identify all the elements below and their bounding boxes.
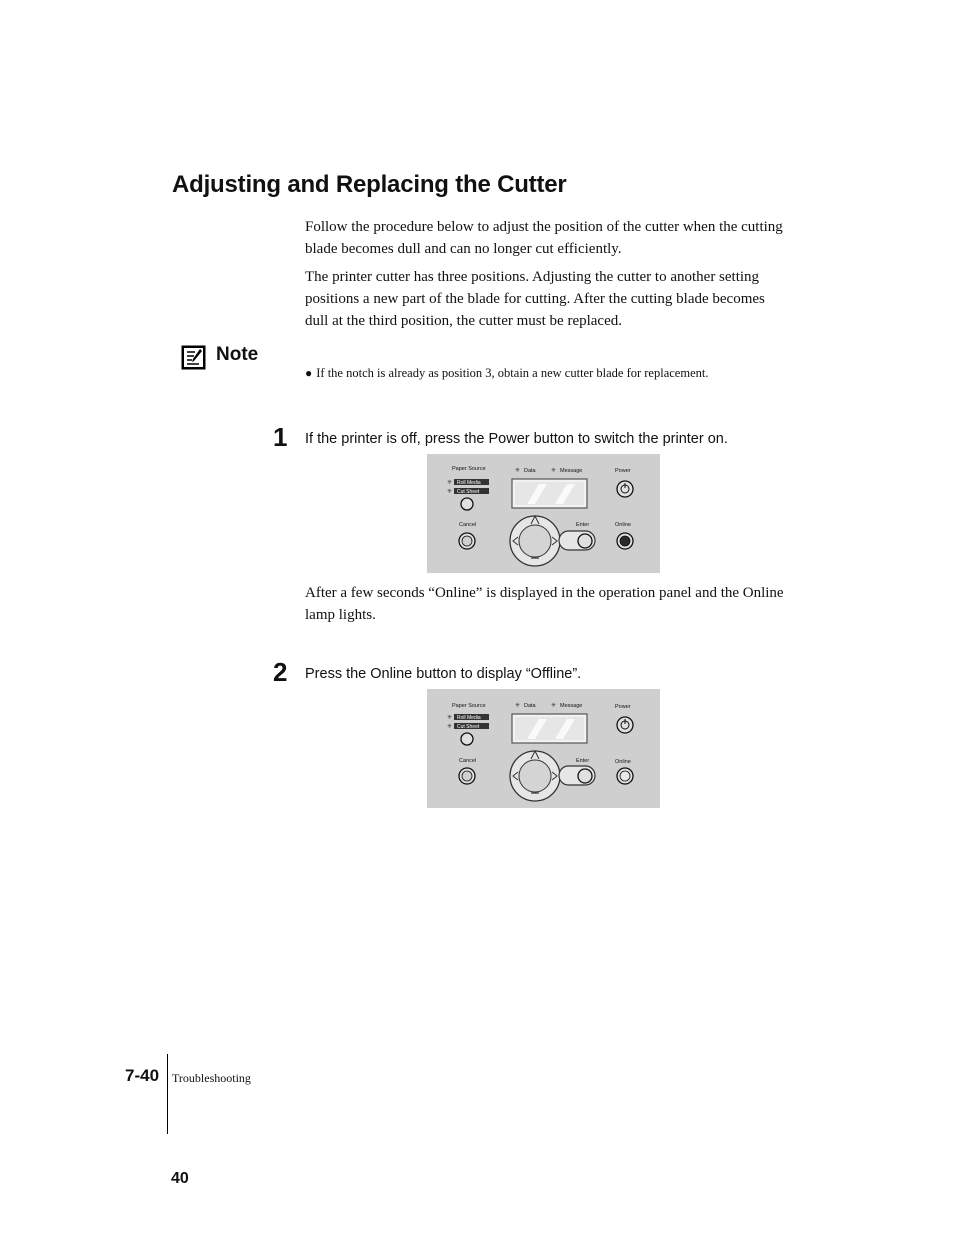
- footer-section-title: Troubleshooting: [172, 1071, 251, 1085]
- bullet-icon: ●: [305, 366, 313, 380]
- cut-sheet-label: Cut Sheet: [457, 489, 480, 495]
- step-2-text: Press the Online button to display “Offline”.: [305, 666, 582, 682]
- operation-panel-online: [427, 454, 660, 573]
- svg-text:✳: ✳: [447, 724, 453, 730]
- svg-text:Enter: Enter: [576, 758, 590, 764]
- svg-text:Cut Sheet: Cut Sheet: [457, 724, 480, 730]
- note-label: Note: [216, 344, 259, 365]
- svg-text:Message: Message: [560, 703, 583, 709]
- svg-text:Power: Power: [615, 704, 631, 710]
- page-number: 40: [171, 1170, 189, 1187]
- intro-paragraph-1: Follow the procedure below to adjust the position of the cutter when the cutting blade becomes dull and can no longer cut efficiently.: [305, 219, 783, 257]
- svg-text:Paper Source: Paper Source: [452, 703, 486, 709]
- svg-text:Online: Online: [615, 759, 631, 765]
- svg-text:✳: ✳: [515, 703, 521, 709]
- step-1-result: After a few seconds “Online” is displayed in the operation panel and the Online lamp lights.: [305, 585, 784, 623]
- page-title: Adjusting and Replacing the Cutter: [172, 171, 567, 198]
- svg-text:✳: ✳: [447, 480, 453, 486]
- note-icon: [181, 345, 206, 370]
- cancel-label: Cancel: [459, 522, 477, 528]
- svg-text:✳: ✳: [447, 489, 453, 495]
- step-number-1: 1: [273, 422, 288, 452]
- intro-paragraph-2: The printer cutter has three positions. Adjusting the cutter to another setting positions a new part of the blade for cutting. After the cutting blade becomes dull at the third position, the cutter must be replaced.: [305, 269, 765, 329]
- enter-label: Enter: [576, 522, 590, 528]
- paper-source-label: Paper Source: [452, 466, 486, 472]
- svg-text:✳: ✳: [447, 715, 453, 721]
- svg-text:✳: ✳: [515, 468, 521, 474]
- roll-media-label: Roll Media: [457, 480, 481, 486]
- step-number-2: 2: [273, 657, 288, 687]
- svg-text:✳: ✳: [551, 703, 557, 709]
- note-item: ● If the notch is already as position 3, obtain a new cutter blade for replacement.: [305, 366, 709, 380]
- svg-text:Roll Media: Roll Media: [457, 715, 481, 721]
- operation-panel-offline: [427, 689, 660, 808]
- power-label: Power: [615, 468, 631, 474]
- message-label: Message: [560, 468, 583, 474]
- svg-text:✳: ✳: [551, 468, 557, 474]
- footer-section-number: 7-40: [125, 1066, 160, 1085]
- svg-text:Data: Data: [524, 703, 536, 709]
- footer-divider: [167, 1054, 168, 1134]
- data-label: Data: [524, 468, 536, 474]
- svg-text:Cancel: Cancel: [459, 758, 477, 764]
- online-label: Online: [615, 522, 631, 528]
- step-1-text: If the printer is off, press the Power button to switch the printer on.: [305, 431, 728, 447]
